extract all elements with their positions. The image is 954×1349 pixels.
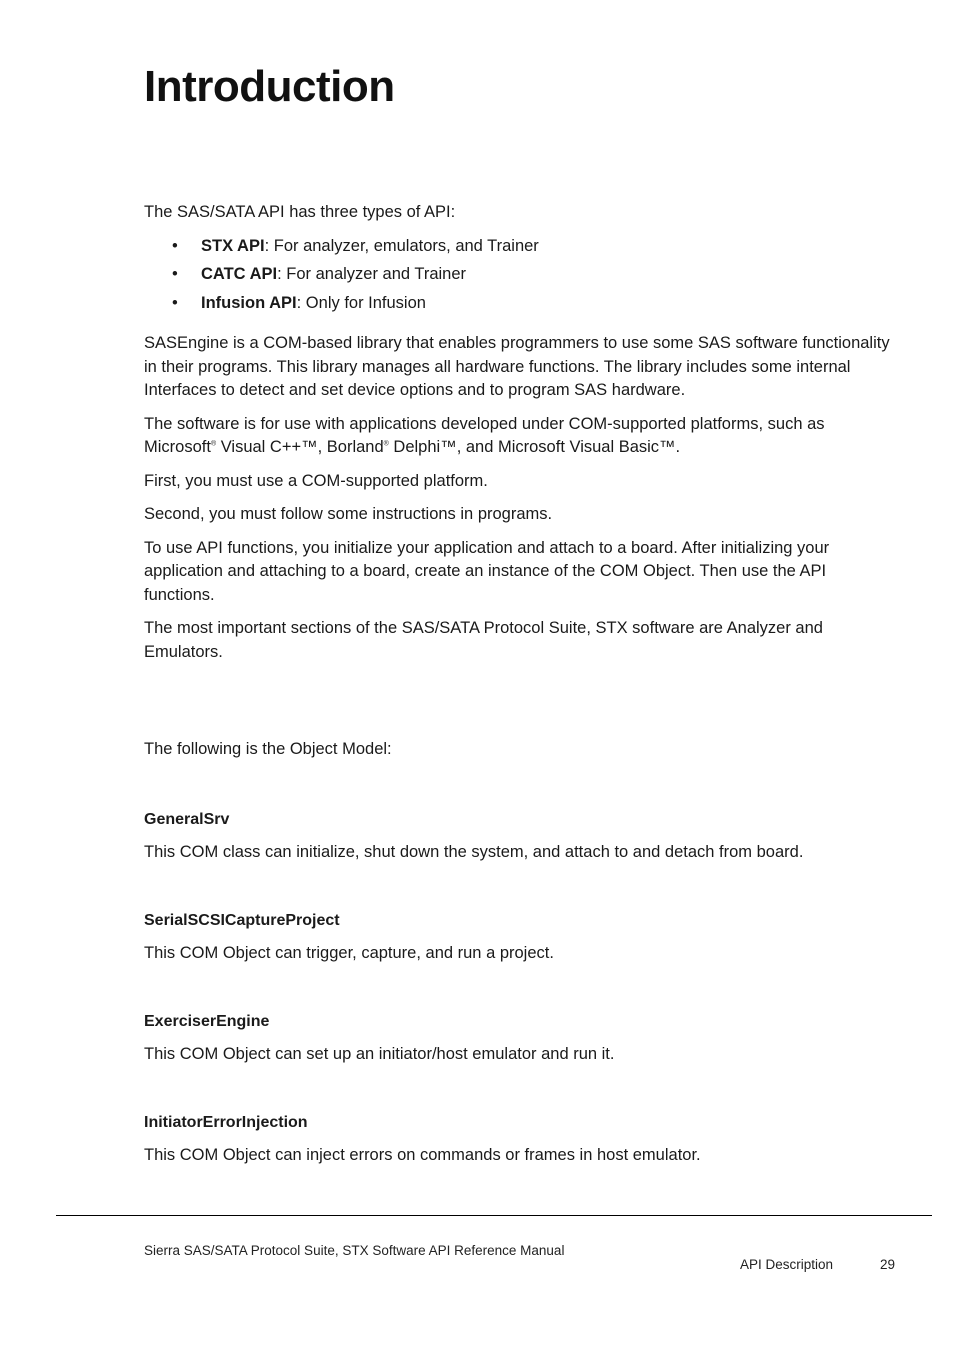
bullet-icon: • (172, 265, 178, 283)
intro-paragraph: The SAS/SATA API has three types of API: (144, 203, 456, 221)
object-description: This COM Object can inject errors on commands or frames in host emulator. (144, 1146, 701, 1164)
list-item (144, 263, 900, 287)
api-desc: : For analyzer and Trainer (277, 265, 467, 283)
object-heading: GeneralSrv (144, 810, 230, 828)
object-heading: ExerciserEngine (144, 1012, 270, 1030)
object-model-paragraph: The following is the Object Model: (144, 740, 392, 758)
page-number: 29 (880, 1257, 896, 1272)
api-name: CATC API (201, 265, 278, 283)
object-description: This COM class can initialize, shut down the system, and attach to and detach from board. (144, 843, 804, 861)
object-heading: InitiatorErrorInjection (144, 1113, 308, 1131)
object-section-generalsrv (144, 808, 900, 865)
first-paragraph: First, you must use a COM-supported platform. (144, 471, 488, 490)
list-item (144, 292, 900, 316)
second-paragraph: Second, you must follow some instructions in programs. (144, 505, 553, 523)
page-title: Introduction (144, 62, 395, 111)
bullet-icon: • (172, 293, 178, 312)
bullet-icon: • (172, 236, 178, 255)
registered-mark: ® (383, 440, 389, 448)
main-content (144, 201, 900, 1178)
footer-section (740, 1257, 900, 1272)
footer-divider (56, 1215, 932, 1216)
api-name: Infusion API (201, 293, 297, 312)
sasengine-paragraph: SASEngine is a COM-based library that enables programmers to use some SAS software functionality in their programs. This library manages all hardware functions. The library includes some internal Interfaces to detect and set device options and to program SAS hardware. (144, 334, 890, 399)
api-name: STX API (201, 236, 265, 255)
registered-mark: ® (210, 440, 217, 448)
api-desc: : Only for Infusion (296, 293, 426, 312)
api-desc: : For analyzer, emulators, and Trainer (264, 236, 539, 255)
to-use-paragraph: To use API functions, you initialize your application and attach to a board. After initializing your application and attaching to a board, create an instance of the COM Object. Then use the API functions. (144, 538, 830, 604)
object-description: This COM Object can set up an initiator/host emulator and run it. (144, 1045, 615, 1063)
footer-section-name: API Description (740, 1257, 834, 1272)
object-section-exerciserengine (144, 1010, 900, 1067)
software-paragraph: The software is for use with applications developed under COM-supported platforms, such as Microsoft® Visual C++™, Borland® Delphi™, and Microsoft Visual Basic™. (144, 414, 825, 456)
list-item (144, 235, 900, 259)
object-heading: SerialSCSICaptureProject (144, 911, 340, 929)
most-important-paragraph: The most important sections of the SAS/SATA Protocol Suite, STX software are Analyzer and Emulators. (144, 619, 823, 661)
object-description: This COM Object can trigger, capture, and run a project. (144, 944, 554, 962)
footer-manual-title: Sierra SAS/SATA Protocol Suite, STX Software API Reference Manual (144, 1243, 565, 1258)
object-section-serialscsicaptureproject (144, 909, 900, 966)
api-type-list (144, 235, 900, 316)
object-section-initiatorerrorinjection (144, 1111, 900, 1168)
